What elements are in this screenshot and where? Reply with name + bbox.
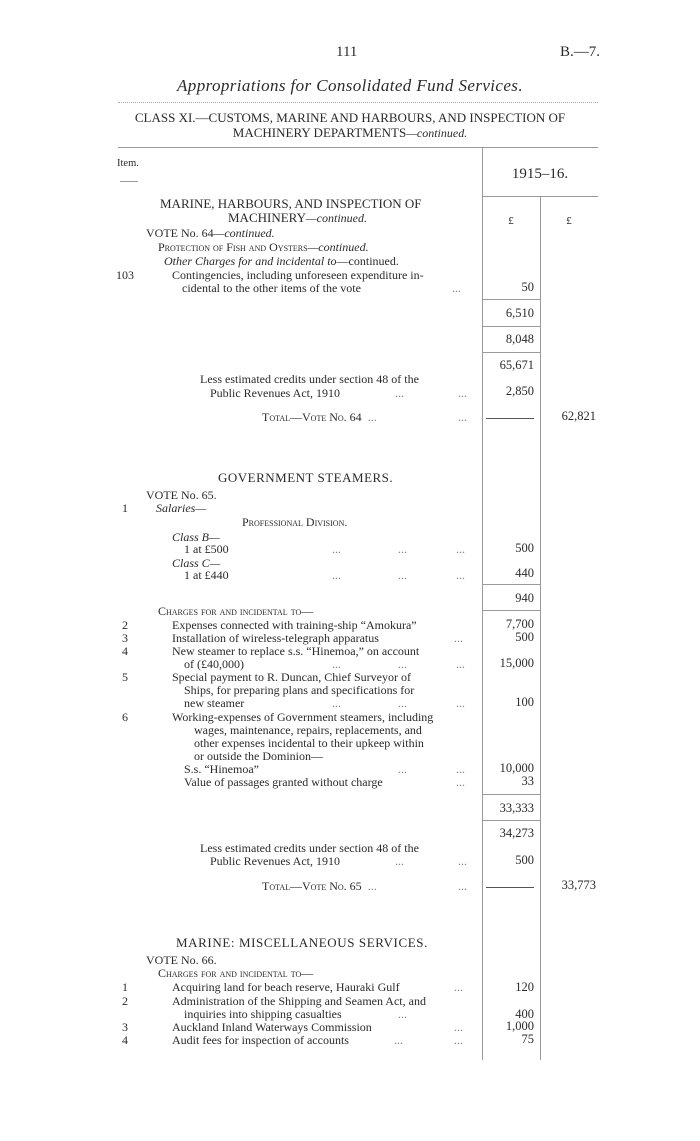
year-header-rule bbox=[482, 196, 598, 197]
misc-item-4-line: Audit fees for inspection of accounts bbox=[172, 1033, 349, 1047]
hinemoa-text: S.s. “Hinemoa” bbox=[184, 762, 259, 776]
leader-dots: ... bbox=[456, 542, 465, 556]
charges-heading: Charges for and incidental to— bbox=[158, 604, 314, 618]
passages-line bbox=[184, 775, 465, 790]
class-c-item bbox=[184, 568, 465, 583]
misc-item-2-line2-text: inquiries into shipping casualties bbox=[184, 1007, 342, 1021]
vote-65-heading: VOTE No. 65. bbox=[146, 488, 217, 502]
item-5-line1: Special payment to R. Duncan, Chief Surveyor of bbox=[172, 670, 411, 684]
rule bbox=[482, 794, 540, 795]
item-3-line: Installation of wireless-telegraph apparatus bbox=[172, 631, 379, 645]
section-heading-machinery-continued: —continued. bbox=[306, 211, 368, 225]
leader-dots: ... bbox=[454, 631, 463, 645]
leader-dots: ... bbox=[332, 568, 341, 582]
leader-dots: ... bbox=[332, 696, 341, 710]
amount-column-middle-rule bbox=[540, 196, 541, 1060]
leader-dots: ... bbox=[456, 568, 465, 582]
less-credits-line2-text: Public Revenues Act, 1910 bbox=[210, 386, 340, 400]
pound-sign-column1: £ bbox=[508, 215, 514, 227]
misc-item-3-number: 3 bbox=[122, 1020, 128, 1034]
fish-oysters-text: Protection of Fish and Oysters bbox=[158, 240, 308, 254]
item-3-number: 3 bbox=[122, 631, 128, 645]
item-1-number: 1 bbox=[122, 501, 128, 515]
class-b-label: Class B— bbox=[172, 530, 220, 544]
leader-dots: ... bbox=[398, 1007, 407, 1021]
leader-dots: ... bbox=[458, 854, 467, 868]
misc-item-3-amount: 1,000 bbox=[505, 1019, 534, 1033]
page-number: 111 bbox=[336, 44, 358, 60]
salaries-total: 940 bbox=[515, 591, 534, 605]
section-heading-machinery-text: MACHINERY bbox=[228, 210, 307, 225]
professional-division-label: Professional Division. bbox=[242, 515, 348, 529]
less-credits-65-amount: 500 bbox=[515, 853, 534, 867]
leader-dots: ... bbox=[456, 775, 465, 789]
class-b-amount: 500 bbox=[515, 541, 534, 555]
item-2-text: Expenses connected with training-ship “Amokura” bbox=[172, 618, 417, 632]
page-title: Appropriations for Consolidated Fund Services. bbox=[177, 76, 523, 95]
less-credits-65-line2-text: Public Revenues Act, 1910 bbox=[210, 854, 340, 868]
total-vote-65-label bbox=[262, 879, 467, 894]
leader-dots: ... bbox=[394, 1033, 403, 1047]
misc-item-2-line1: Administration of the Shipping and Seamen Act, and bbox=[172, 994, 426, 1008]
vote-64-heading bbox=[146, 226, 275, 241]
item-6-line3: other expenses incidental to their upkeep within bbox=[194, 736, 424, 750]
subtotal-8048: 8,048 bbox=[505, 332, 534, 346]
item-5-line2: Ships, for preparing plans and specifications for bbox=[184, 683, 415, 697]
vote-66-heading: VOTE No. 66. bbox=[146, 953, 217, 967]
less-credits-line1: Less estimated credits under section 48 of the bbox=[200, 372, 419, 386]
rule bbox=[482, 299, 540, 300]
item-4-number: 4 bbox=[122, 644, 128, 658]
item-5-line3-text: new steamer bbox=[184, 696, 245, 710]
leader-dots: ... bbox=[332, 542, 341, 556]
leader-dots: ... bbox=[395, 386, 404, 400]
section-heading-machinery bbox=[228, 210, 367, 226]
class-c-amount: 440 bbox=[515, 566, 534, 580]
misc-item-1-number: 1 bbox=[122, 980, 128, 994]
rule bbox=[482, 820, 540, 821]
header-rule bbox=[118, 102, 598, 103]
leader-dots: ... bbox=[456, 657, 465, 671]
class-c-label: Class C— bbox=[172, 556, 221, 570]
class-heading-continued: —continued. bbox=[406, 126, 468, 140]
vote-64-text: VOTE No. 64 bbox=[146, 226, 214, 240]
misc-item-3-line: Auckland Inland Waterways Commission bbox=[172, 1020, 372, 1034]
leader-dots: ... bbox=[367, 879, 377, 893]
leader-dots: ... bbox=[398, 542, 407, 556]
misc-item-2-number: 2 bbox=[122, 994, 128, 1008]
leader-dots: ... bbox=[367, 410, 377, 424]
table-top-rule bbox=[118, 147, 598, 148]
item-3-amount: 500 bbox=[515, 630, 534, 644]
subtotal-6510: 6,510 bbox=[505, 306, 534, 320]
subtotal-34273: 34,273 bbox=[499, 826, 534, 840]
leader-dots: ... bbox=[456, 762, 465, 776]
passages-amount: 33 bbox=[521, 774, 534, 788]
leader-dots: ... bbox=[398, 762, 407, 776]
class-heading-line2 bbox=[0, 125, 700, 141]
other-charges-text: Other Charges for and incidental to bbox=[164, 254, 337, 268]
item-4-line1: New steamer to replace s.s. “Hinemoa,” on account bbox=[172, 644, 420, 658]
misc-item-4-text bbox=[172, 1033, 463, 1048]
total-vote-64-amount: 62,821 bbox=[561, 409, 596, 423]
subtotal-33333: 33,333 bbox=[499, 801, 534, 815]
misc-item-4-amount: 75 bbox=[521, 1032, 534, 1046]
item-6-line2: wages, maintenance, repairs, replacements, and bbox=[194, 723, 422, 737]
leader-dots: ... bbox=[454, 1020, 463, 1034]
class-heading-line1: CLASS XI.—CUSTOMS, MARINE AND HARBOURS, AND INSPECTION OF bbox=[134, 110, 566, 125]
misc-item-1-amount: 120 bbox=[515, 980, 534, 994]
item-103-amount: 50 bbox=[521, 280, 534, 294]
subtotal-65671: 65,671 bbox=[499, 358, 534, 372]
item-5-amount: 100 bbox=[515, 695, 534, 709]
leader-dots: ... bbox=[398, 696, 407, 710]
section-heading-government-steamers: GOVERNMENT STEAMERS. bbox=[218, 470, 394, 485]
year-column-header: 1915–16. bbox=[511, 166, 569, 182]
leader-dots: ... bbox=[454, 1033, 463, 1047]
hinemoa-amount: 10,000 bbox=[499, 761, 534, 775]
leader-dots: ... bbox=[452, 281, 461, 295]
less-credits-amount: 2,850 bbox=[505, 384, 534, 398]
item-6-line4: or outside the Dominion— bbox=[194, 749, 323, 763]
leader-dots: ... bbox=[395, 854, 404, 868]
misc-item-2-amount: 400 bbox=[515, 1007, 534, 1021]
passages-text: Value of passages granted without charge bbox=[184, 775, 383, 789]
less-credits-65-line1: Less estimated credits under section 48 of the bbox=[200, 841, 419, 855]
vote-66-charges-heading: Charges for and incidental to— bbox=[158, 966, 314, 980]
class-b-item-text: 1 at £500 bbox=[184, 542, 229, 556]
class-heading-text: MACHINERY DEPARTMENTS bbox=[232, 125, 407, 140]
section-heading-marine-misc: MARINE: MISCELLANEOUS SERVICES. bbox=[176, 935, 428, 950]
vote-64-continued: —continued. bbox=[213, 226, 275, 240]
item-4-line2-text: of (£40,000) bbox=[184, 657, 244, 671]
item-header-underline bbox=[120, 181, 138, 182]
leader-dots: ... bbox=[332, 657, 341, 671]
total-dash bbox=[486, 418, 534, 419]
leader-dots: ... bbox=[458, 879, 467, 893]
item-5-number: 5 bbox=[122, 670, 128, 684]
item-6-number: 6 bbox=[122, 710, 128, 724]
other-charges-continued: —continued. bbox=[336, 254, 399, 268]
item-103-line2 bbox=[182, 281, 461, 296]
misc-item-1-text bbox=[172, 980, 463, 995]
rule bbox=[482, 584, 540, 585]
item-column-header: Item. bbox=[117, 158, 139, 169]
section-heading-marine-harbours: MARINE, HARBOURS, AND INSPECTION OF bbox=[160, 196, 422, 211]
leader-dots: ... bbox=[458, 410, 467, 424]
less-credits-65-line2 bbox=[210, 854, 467, 869]
fish-oysters-subheading bbox=[158, 240, 369, 255]
total-vote-65-amount: 33,773 bbox=[561, 878, 596, 892]
pound-sign-column2: £ bbox=[566, 215, 572, 227]
item-2-amount: 7,700 bbox=[505, 617, 534, 631]
total-vote-64-label bbox=[262, 410, 467, 425]
leader-dots: ... bbox=[454, 980, 463, 994]
rule bbox=[482, 610, 540, 611]
class-b-item bbox=[184, 542, 465, 557]
salaries-label: Salaries— bbox=[156, 501, 207, 515]
item-103-number: 103 bbox=[116, 268, 134, 282]
fish-oysters-continued: —continued. bbox=[307, 240, 369, 254]
total-dash bbox=[486, 887, 534, 888]
document-reference: B.—7. bbox=[560, 44, 601, 60]
leader-dots: ... bbox=[458, 386, 467, 400]
class-c-item-text: 1 at £440 bbox=[184, 568, 229, 582]
item-2-number: 2 bbox=[122, 618, 128, 632]
item-4-amount: 15,000 bbox=[499, 656, 534, 670]
rule bbox=[482, 352, 540, 353]
item-5-line3 bbox=[184, 696, 465, 711]
rule bbox=[482, 326, 540, 327]
leader-dots: ... bbox=[398, 657, 407, 671]
item-103-line1: Contingencies, including unforeseen expenditure in- bbox=[172, 268, 424, 282]
item-6-line1: Working-expenses of Government steamers, including bbox=[172, 710, 434, 724]
total-vote-64-text: Total—Vote No. 64 bbox=[262, 410, 362, 424]
misc-item-4-number: 4 bbox=[122, 1033, 128, 1047]
item-103-line2-text: cidental to the other items of the vote bbox=[182, 281, 361, 295]
leader-dots: ... bbox=[398, 568, 407, 582]
leader-dots: ... bbox=[456, 696, 465, 710]
total-vote-65-text: Total—Vote No. 65 bbox=[262, 879, 362, 893]
less-credits-line2 bbox=[210, 386, 467, 401]
misc-item-1-line: Acquiring land for beach reserve, Hauraki Gulf bbox=[172, 980, 400, 994]
other-charges-subheading bbox=[164, 254, 399, 269]
